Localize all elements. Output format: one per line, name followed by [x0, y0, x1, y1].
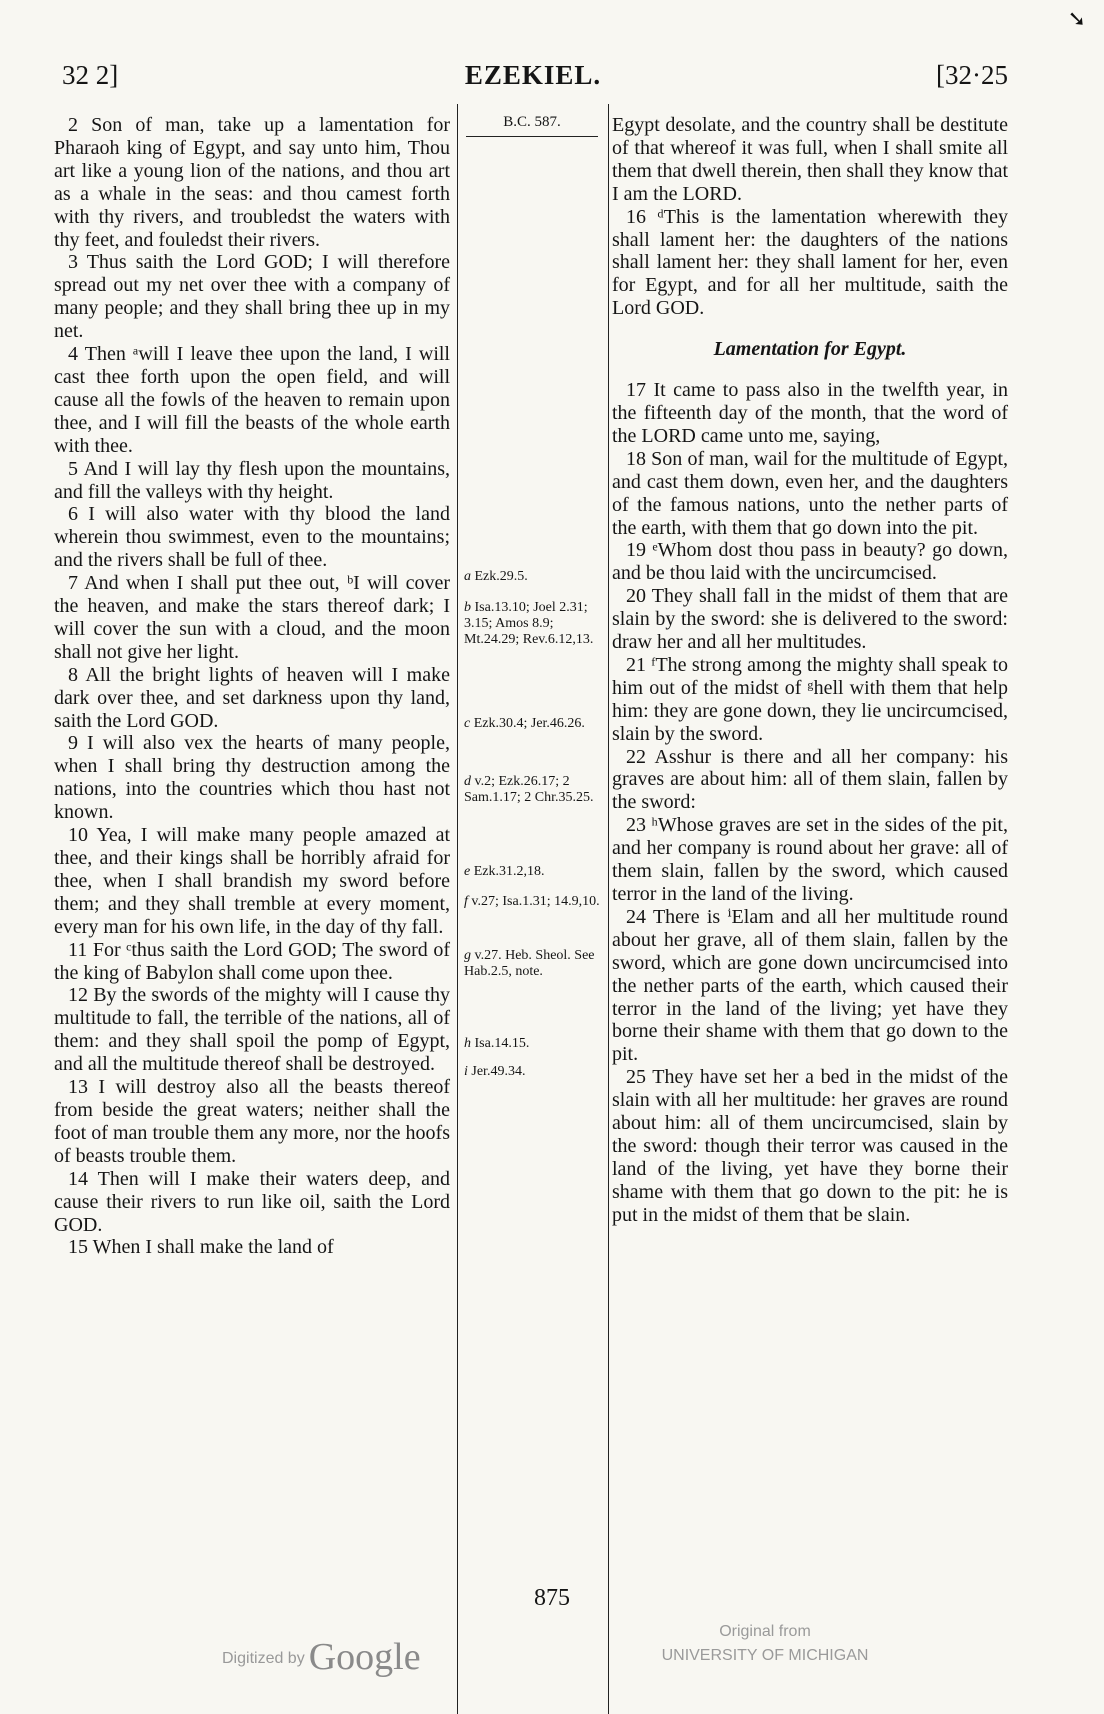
- cross-ref-label: i: [464, 1064, 468, 1079]
- section-heading: Lamentation for Egypt.: [713, 338, 907, 361]
- verse-4: 4 Then ᵃwill I leave thee upon the land, I will cast thee forth upon the open field, and will cause all the fowls of the heaven to remain upon thee, and I will fill the beasts of the whole earth with thee.: [54, 343, 450, 457]
- verse-10: 10 Yea, I will make many people amazed at thee, and their kings shall be horribly afraid for thee, when I shall brandish my sword before them; and they shall tremble at every moment, every man for his own life, in the day of thy fall.: [54, 824, 450, 938]
- verse-25: 25 They have set her a bed in the midst of the slain with all her multitude: her graves are round about him: all of them uncircumcised, slain by the sword: though their terror was caused in the land of the living, yet have they borne their shame with them that go down to the pit: he is put in the midst of them that be slain.: [612, 1066, 1008, 1226]
- cross-ref-text: v.27. Heb. Sheol. See Hab.2.5, note.: [464, 948, 595, 979]
- verse-15-continuation: Egypt desolate, and the country shall be destitute of that whereof it was full, when I shall smite all them that dwell therein, then shall they know that I am the LORD.: [612, 114, 1009, 205]
- cross-ref-label: g: [464, 948, 471, 963]
- verse-3: 3 Thus saith the Lord GOD; I will therefore spread out my net over thee with a company of many people; and they shall bring thee up in my net.: [54, 251, 450, 343]
- verse-23: 23 ʰWhose graves are set in the sides of the pit, and her company is round about her grave: all of them slain, fallen by the sword, which caused terror in the land of the living.: [612, 814, 1008, 905]
- header-chapter-start: 32 2]: [62, 60, 119, 90]
- book-title: EZEKIEL.: [464, 60, 602, 90]
- cross-reference-margin: [462, 114, 602, 1079]
- cross-ref-label: c: [464, 716, 471, 731]
- page-number: 875: [534, 1585, 570, 1611]
- column-divider-right: [608, 104, 609, 1714]
- verse-8: 8 All the bright lights of heaven will I make dark over thee, and set darkness upon thy land, saith the Lord GOD.: [54, 663, 450, 732]
- verse-13: 13 I will destroy also all the beasts thereof from beside the great waters; neither shall the foot of man trouble them any more, nor the hoofs of beasts trouble them.: [54, 1076, 450, 1167]
- cross-ref-text: Jer.49.34.: [471, 1064, 526, 1079]
- verse-16: 16 ᵈThis is the lamentation wherewith they shall lament her: the daughters of the nations shall lament her: they shall lament for her, even for Egypt, and for all her multitude, saith the Lord GOD.: [612, 205, 1008, 320]
- cross-ref-label: d: [464, 774, 471, 789]
- cross-ref-b: [464, 600, 600, 648]
- column-divider-left: [457, 104, 458, 1714]
- verse-12: 12 By the swords of the mighty will I cause thy multitude to fall, the terrible of the nations, all of them: and they shall spoil the pomp of Egypt, and all the multitude thereof shall be destroyed.: [54, 984, 450, 1076]
- verse-14: 14 Then will I make their waters deep, and cause their rivers to run like oil, saith the Lord GOD.: [54, 1167, 450, 1236]
- verse-9: 9 I will also vex the hearts of many people, when I shall bring thy destruction among the nations, into the countries which thou hast not known.: [54, 732, 450, 824]
- verse-20: 20 They shall fall in the midst of them that are slain by the sword: she is delivered to the sword: draw her and all her multitudes.: [612, 585, 1008, 654]
- verse-7: 7 And when I shall put thee out, ᵇI will cover the heaven, and make the stars thereof dark; I will cover the sun with a cloud, and the moon shall not give her light.: [54, 572, 450, 663]
- verse-24: 24 There is ⁱElam and all her multitude round about her grave, all of them slain, fallen by the sword, which are gone down uncircumcised into the nether parts of the earth, which caused their terror in the land of the living; yet have they borne their shame with them that go down to the pit.: [612, 905, 1008, 1066]
- margin-date: B.C. 587.: [466, 114, 598, 137]
- cross-ref-g: [464, 948, 600, 980]
- page-header: [58, 52, 1008, 92]
- cross-ref-i: [464, 1064, 600, 1080]
- cross-ref-label: h: [464, 1036, 471, 1051]
- google-logo: Google: [308, 1636, 421, 1678]
- cross-ref-text: Isa.13.10; Joel 2.31; 3.15; Amos 8.9; Mt.24.29; Rev.6.12,13.: [464, 600, 594, 647]
- verse-18: 18 Son of man, wail for the multitude of Egypt, and cast them down, even her, and the daughters of the famous nations, unto the nether parts of the earth, with them that go down into the pit.: [612, 447, 1008, 539]
- verse-11: 11 For ᶜthus saith the Lord GOD; The sword of the king of Babylon shall come upon thee.: [54, 938, 450, 984]
- cross-ref-c: [464, 716, 600, 732]
- cross-ref-text: Ezk.31.2,18.: [473, 864, 545, 879]
- verse-15: 15 When I shall make the land of: [68, 1236, 334, 1259]
- cross-ref-label: a: [464, 569, 471, 584]
- left-text-column: [54, 114, 450, 1259]
- cross-ref-f: [464, 894, 600, 910]
- cross-ref-text: v.27; Isa.1.31; 14.9,10.: [471, 894, 600, 909]
- cross-ref-text: Isa.14.15.: [474, 1036, 530, 1051]
- verse-22: 22 Asshur is there and all her company: his graves are about him: all of them slain, fallen by the sword:: [612, 745, 1008, 814]
- cross-ref-a: [464, 569, 600, 585]
- university-name: UNIVERSITY OF MICHIGAN: [661, 1647, 869, 1664]
- cross-ref-e: [464, 864, 600, 880]
- verse-17: 17 It came to pass also in the twelfth year, in the fifteenth day of the month, that the word of the LORD came unto me, saying,: [612, 379, 1008, 447]
- verse-19: 19 ᵉWhom dost thou pass in beauty? go down, and be thou laid with the uncircumcised.: [612, 539, 1008, 585]
- right-text-column: [612, 114, 1008, 1227]
- header-chapter-end: [32·25: [936, 60, 1008, 90]
- verse-2: 2 Son of man, take up a lamentation for Pharaoh king of Egypt, and say unto him, Thou art like a young lion of the nations, and thou art as a whale in the seas: and thou camest forth with thy rivers, and troubledst the waters with thy feet, and fouledst their rivers.: [54, 114, 450, 251]
- cross-ref-label: f: [464, 894, 468, 909]
- cross-ref-text: Ezk.29.5.: [474, 569, 528, 584]
- corner-arrow-icon: ➘: [1067, 6, 1086, 31]
- digitized-by-watermark: [222, 1635, 421, 1679]
- cross-ref-label: e: [464, 864, 471, 879]
- verse-5: 5 And I will lay thy flesh upon the mountains, and fill the valleys with thy height.: [54, 457, 450, 503]
- verse-21: 21 ᶠThe strong among the mighty shall speak to him out of the midst of ᵍhell with them that help him: they are gone down, they lie uncircumcised, slain by the sword.: [612, 653, 1008, 745]
- original-from-label: Original from: [719, 1623, 811, 1640]
- digitized-prefix: Digitized by: [222, 1650, 305, 1667]
- verse-6: 6 I will also water with thy blood the land wherein thou swimmest, even to the mountains; and the rivers shall be full of thee.: [54, 503, 450, 572]
- cross-ref-text: Ezk.30.4; Jer.46.26.: [473, 716, 585, 731]
- cross-ref-text: v.2; Ezk.26.17; 2 Sam.1.17; 2 Chr.35.25.: [464, 774, 594, 805]
- original-source-watermark: [640, 1620, 890, 1668]
- cross-ref-d: [464, 774, 600, 806]
- cross-ref-label: b: [464, 600, 471, 615]
- cross-ref-h: [464, 1036, 600, 1052]
